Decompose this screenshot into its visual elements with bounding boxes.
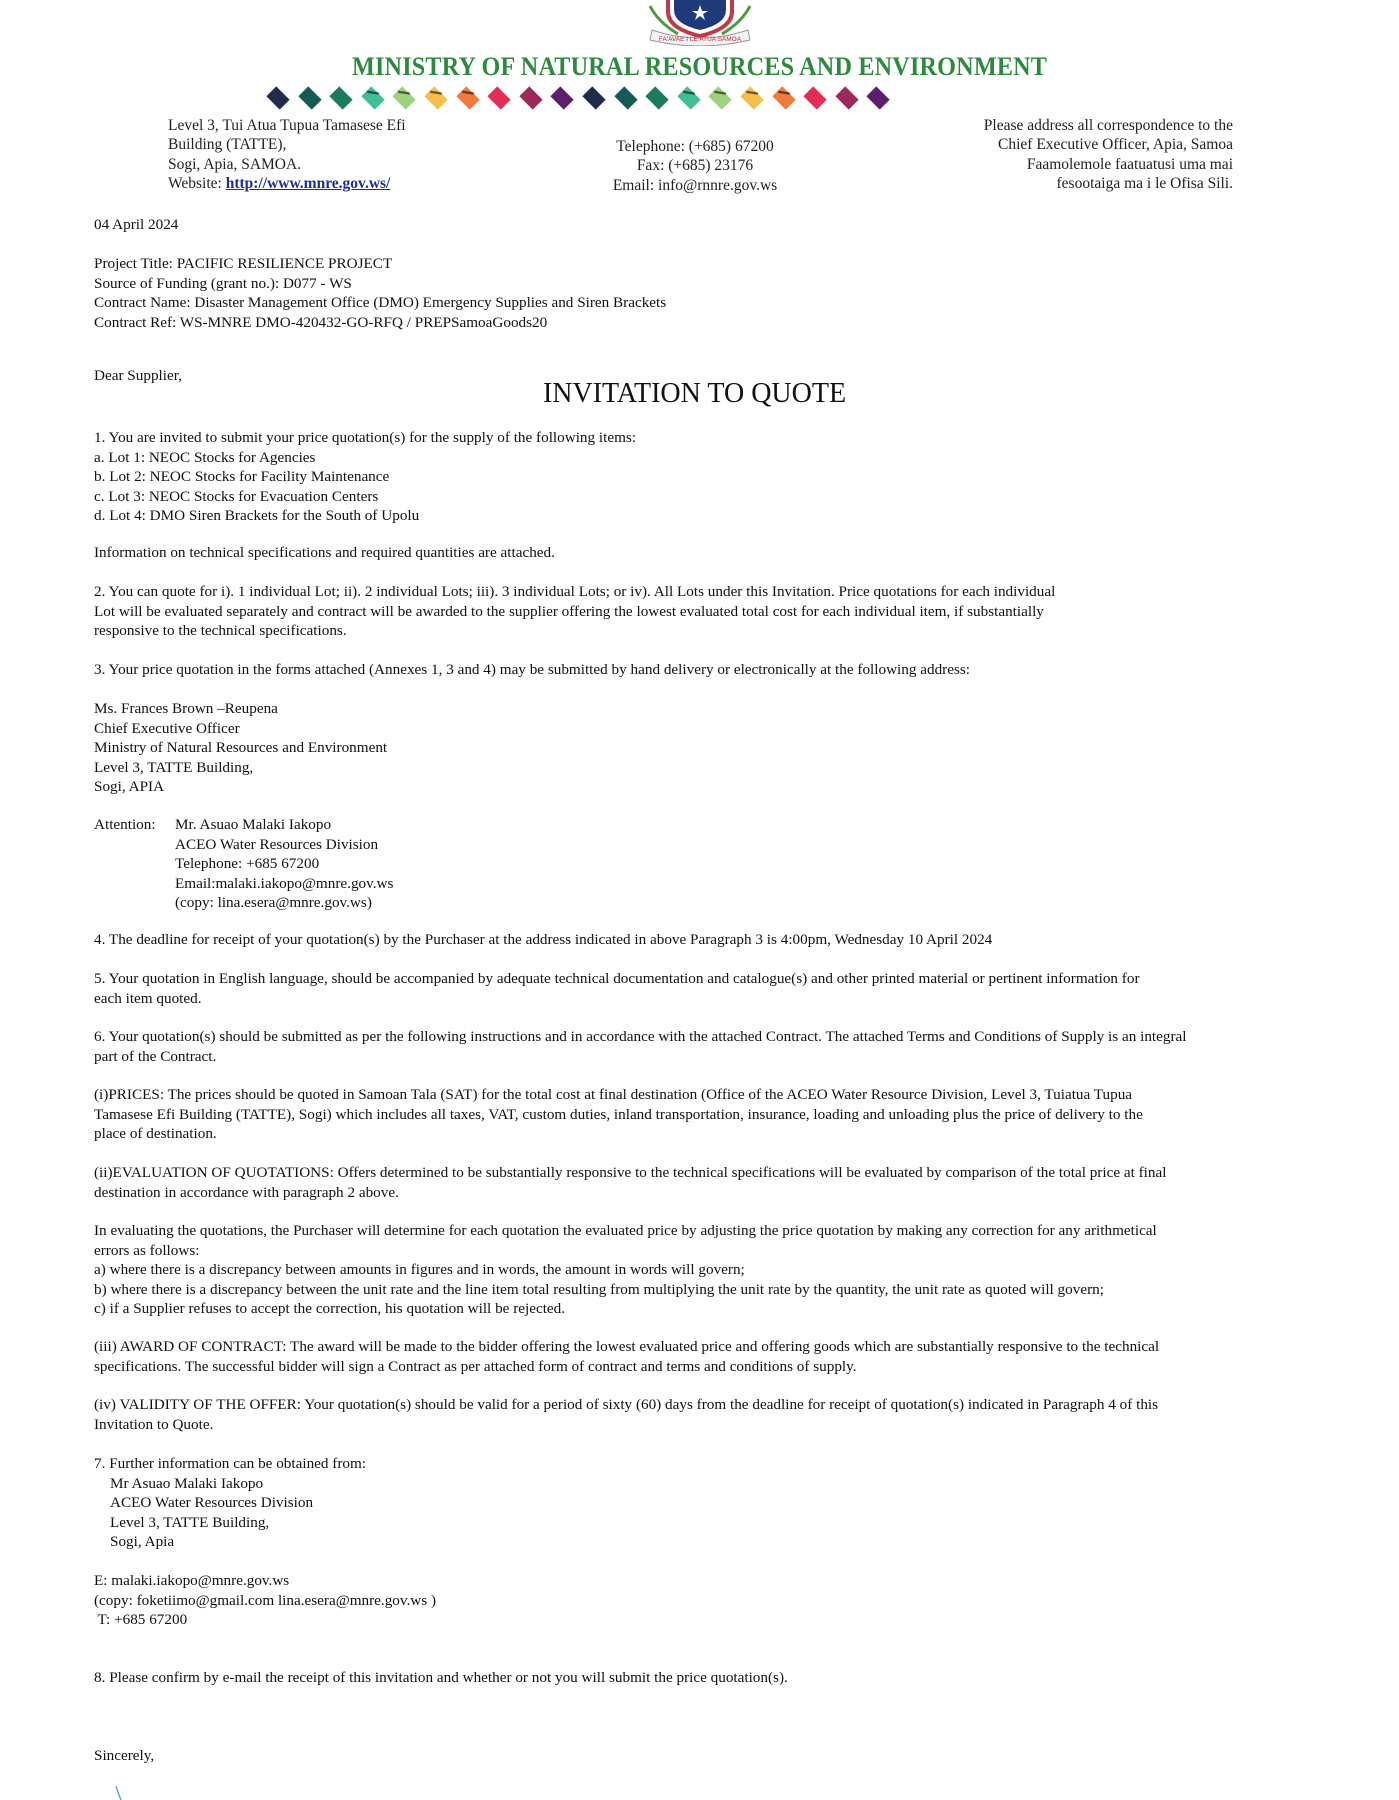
contact-line: Level 3, TATTE Building, (110, 1513, 270, 1531)
paragraph-line: Tamasese Efi Building (TATTE), Sogi) which includes all taxes, VAT, custom duties, inland transportation, insurance, loading and unloading plus the price of delivery to the (94, 1105, 1143, 1123)
lot-item: b. Lot 2: NEOC Stocks for Facility Maintenance (94, 468, 390, 486)
attention-line: Telephone: +685 67200 (175, 855, 320, 873)
paragraph-line: 6. Your quotation(s) should be submitted as per the following instructions and in accordance with the attached Contract. The attached Terms and Conditions of Supply is an integral (94, 1028, 1187, 1045)
paragraph-line: place of destination. (94, 1125, 217, 1143)
diamond-ornament (772, 86, 795, 109)
diamond-ornament (677, 86, 700, 109)
attention-label: Attention: (94, 816, 156, 833)
contract-ref: Contract Ref: WS-MNRE DMO-420432-GO-RFQ / PREPSamoaGoods20 (94, 313, 548, 331)
paragraph-5 (94, 969, 1334, 1008)
paragraph-7-intro: 7. Further information can be obtained from: (94, 1455, 367, 1472)
lot-item: a. Lot 1: NEOC Stocks for Agencies (94, 448, 316, 466)
address-line: Sogi, Apia, SAMOA. (168, 155, 302, 173)
paragraph-line: b) where there is a discrepancy between the unit rate and the line item total resulting from multiplying the unit rate by the quantity, the unit rate as quoted will govern; (94, 1280, 1104, 1298)
address-line: Ministry of Natural Resources and Environment (94, 739, 388, 757)
diamond-ornament (298, 86, 321, 109)
paragraph-line: a) where there is a discrepancy between amounts in figures and in words, the amount in words will govern; (94, 1261, 745, 1279)
paragraph-line: responsive to the technical specifications. (94, 622, 347, 640)
lot-item: d. Lot 4: DMO Siren Brackets for the South of Upolu (94, 507, 420, 525)
paragraph-1 (94, 428, 1334, 526)
decorative-diamond-row (266, 89, 890, 107)
paragraph-line: (iv) VALIDITY OF THE OFFER: Your quotation(s) should be valid for a period of sixty (60) days from the deadline for receipt of quotation(s) indicated in Paragraph 4 of this (94, 1396, 1159, 1413)
signature-stroke (112, 1786, 142, 1800)
paragraph-line: c) if a Supplier refuses to accept the correction, his quotation will be rejected. (94, 1300, 566, 1318)
diamond-stripe (462, 91, 474, 95)
contact-copy: (copy: foketiimo@gmail.com lina.esera@mnre.gov.ws ) (94, 1591, 437, 1609)
attention-line: Mr. Asuao Malaki Iakopo (175, 816, 332, 833)
diamond-ornament (393, 86, 416, 109)
paragraph-1-intro: 1. You are invited to submit your price quotation(s) for the supply of the following items: (94, 429, 637, 446)
address-line: Level 3, Tui Atua Tupua Tamasese Efi (168, 117, 406, 134)
diamond-stripe (398, 91, 410, 95)
correspondence-note (984, 116, 1233, 194)
diamond-ornament (266, 86, 289, 109)
contact-details (94, 1571, 1334, 1630)
diamond-stripe (367, 91, 379, 95)
email: Email: info@rnnre.gov.ws (612, 176, 778, 194)
paragraph-6 (94, 1027, 1334, 1066)
contact-line: ACEO Water Resources Division (110, 1494, 314, 1512)
ministry-address (168, 116, 406, 194)
diamond-ornament (803, 86, 826, 109)
diamond-ornament (709, 86, 732, 109)
paragraph-line: destination in accordance with paragraph 2 above. (94, 1183, 399, 1201)
diamond-ornament (551, 86, 574, 109)
fax: Fax: (+685) 23176 (636, 157, 754, 175)
telephone: Telephone: (+685) 67200 (616, 138, 774, 155)
paragraph-line: 5. Your quotation in English language, should be accompanied by adequate technical documentation and catalogue(s) and other printed material or pertinent information for (94, 970, 1140, 987)
award-clause (94, 1337, 1334, 1376)
closing: Sincerely, (94, 1747, 155, 1764)
contact-phone: T: +685 67200 (94, 1611, 188, 1629)
paragraph-line: (ii)EVALUATION OF QUOTATIONS: Offers determined to be substantially responsive to the technical specifications will be evaluated by comparison of the total price at final (94, 1164, 1167, 1181)
evaluation-clause (94, 1163, 1334, 1202)
coat-of-arms-crest (628, 0, 772, 46)
letter-date: 04 April 2024 (94, 216, 179, 233)
contract-name: Contract Name: Disaster Management Office (DMO) Emergency Supplies and Siren Brackets (94, 294, 667, 312)
website-label: Website: (168, 175, 226, 193)
address-block (94, 699, 1334, 797)
paragraph-line: In evaluating the quotations, the Purchaser will determine for each quotation the evaluated price by adjusting the price quotation by making any correction for any arithmetical (94, 1222, 1157, 1239)
correspondence-line: Chief Executive Officer, Apia, Samoa (998, 136, 1233, 154)
specs-note: Information on technical specifications and required quantities are attached. (94, 544, 555, 561)
diamond-stripe (714, 91, 726, 95)
salutation: Dear Supplier, (94, 367, 182, 384)
validity-clause (94, 1395, 1334, 1434)
diamond-stripe (683, 91, 695, 95)
address-line: Ms. Frances Brown –Reupena (94, 700, 278, 717)
correspondence-line: Please address all correspondence to the (983, 117, 1233, 134)
paragraph-line: (iii) AWARD OF CONTRACT: The award will be made to the bidder offering the lowest evaluated price and offering goods which are substantially responsive to the technical (94, 1338, 1160, 1355)
ministry-contacts (560, 137, 830, 195)
diamond-ornament (740, 86, 763, 109)
diamond-ornament (867, 86, 890, 109)
address-line: Level 3, TATTE Building, (94, 758, 254, 776)
diamond-stripe (746, 91, 758, 95)
diamond-stripe (430, 91, 442, 95)
diamond-stripe (778, 91, 790, 95)
paragraph-line: Invitation to Quote. (94, 1415, 214, 1433)
attention-line: ACEO Water Resources Division (175, 835, 379, 853)
correspondence-line: fesootaiga ma i le Ofisa Sili. (1056, 175, 1233, 193)
document-title (0, 378, 1399, 410)
paragraph-4: 4. The deadline for receipt of your quotation(s) by the Purchaser at the address indicated in above Paragraph 3 is 4:00pm, Wednesday 10 April 2024 (94, 931, 993, 948)
paragraph-2 (94, 582, 1334, 641)
lot-item: c. Lot 3: NEOC Stocks for Evacuation Centers (94, 487, 379, 505)
diamond-ornament (361, 86, 384, 109)
contact-email: E: malaki.iakopo@mnre.gov.ws (94, 1572, 290, 1589)
address-line: Building (TATTE), (168, 136, 287, 154)
diamond-ornament (835, 86, 858, 109)
address-line: Chief Executive Officer (94, 719, 240, 737)
diamond-ornament (645, 86, 668, 109)
paragraph-line: part of the Contract. (94, 1047, 217, 1065)
diamond-ornament (424, 86, 447, 109)
diamond-ornament (330, 86, 353, 109)
diamond-ornament (614, 86, 637, 109)
diamond-ornament (519, 86, 542, 109)
paragraph-8: 8. Please confirm by e-mail the receipt of this invitation and whether or not you will submit the price quotation(s). (94, 1669, 788, 1686)
project-info (94, 254, 1334, 332)
funding-source: Source of Funding (grant no.): D077 - WS (94, 274, 352, 292)
attention-email: Email:malaki.iakopo@mnre.gov.ws (175, 874, 394, 892)
address-line: Sogi, APIA (94, 778, 165, 796)
attention-block (94, 815, 1334, 913)
contact-line: Mr Asuao Malaki Iakopo (110, 1474, 264, 1492)
document-title-text: INVITATION TO QUOTE (542, 378, 847, 409)
paragraph-line: 2. You can quote for i). 1 individual Lot; ii). 2 individual Lots; iii). 3 individual Lots; or iv). All Lots under this Invitation. Price quotations for each individual (94, 583, 1056, 600)
evaluating-clause (94, 1221, 1334, 1319)
diamond-ornament (582, 86, 605, 109)
paragraph-line: Lot will be evaluated separately and contract will be awarded to the supplier offering the lowest evaluated total cost for each individual item, if substantially (94, 602, 1044, 620)
paragraph-line: each item quoted. (94, 989, 202, 1007)
attention-copy: (copy: lina.esera@mnre.gov.ws) (175, 894, 372, 912)
diamond-ornament (488, 86, 511, 109)
diamond-ornament (456, 86, 479, 109)
paragraph-3: 3. Your price quotation in the forms attached (Annexes 1, 3 and 4) may be submitted by hand delivery or electronically at the following address: (94, 661, 971, 678)
crest-motto: FA'AVAE I LE ATUA SAMOA (658, 36, 742, 43)
paragraph-line: errors as follows: (94, 1241, 200, 1259)
paragraph-line: specifications. The successful bidder will sign a Contract as per attached form of contract and terms and conditions of supply. (94, 1357, 857, 1375)
paragraph-line: (i)PRICES: The prices should be quoted in Samoan Tala (SAT) for the total cost at final destination (Office of the ACEO Water Resource Division, Level 3, Tuiatua Tupua (94, 1086, 1133, 1103)
website-link[interactable]: http://www.mnre.gov.ws/ (225, 175, 391, 193)
paragraph-7 (94, 1454, 1334, 1552)
ministry-name: MINISTRY OF NATURAL RESOURCES AND ENVIRONMENT (351, 52, 1048, 81)
prices-clause (94, 1085, 1334, 1144)
project-title: Project Title: PACIFIC RESILIENCE PROJECT (94, 255, 393, 272)
correspondence-line: Faamolemole faatuatusi uma mai (1026, 155, 1233, 173)
contact-line: Sogi, Apia (110, 1533, 175, 1551)
